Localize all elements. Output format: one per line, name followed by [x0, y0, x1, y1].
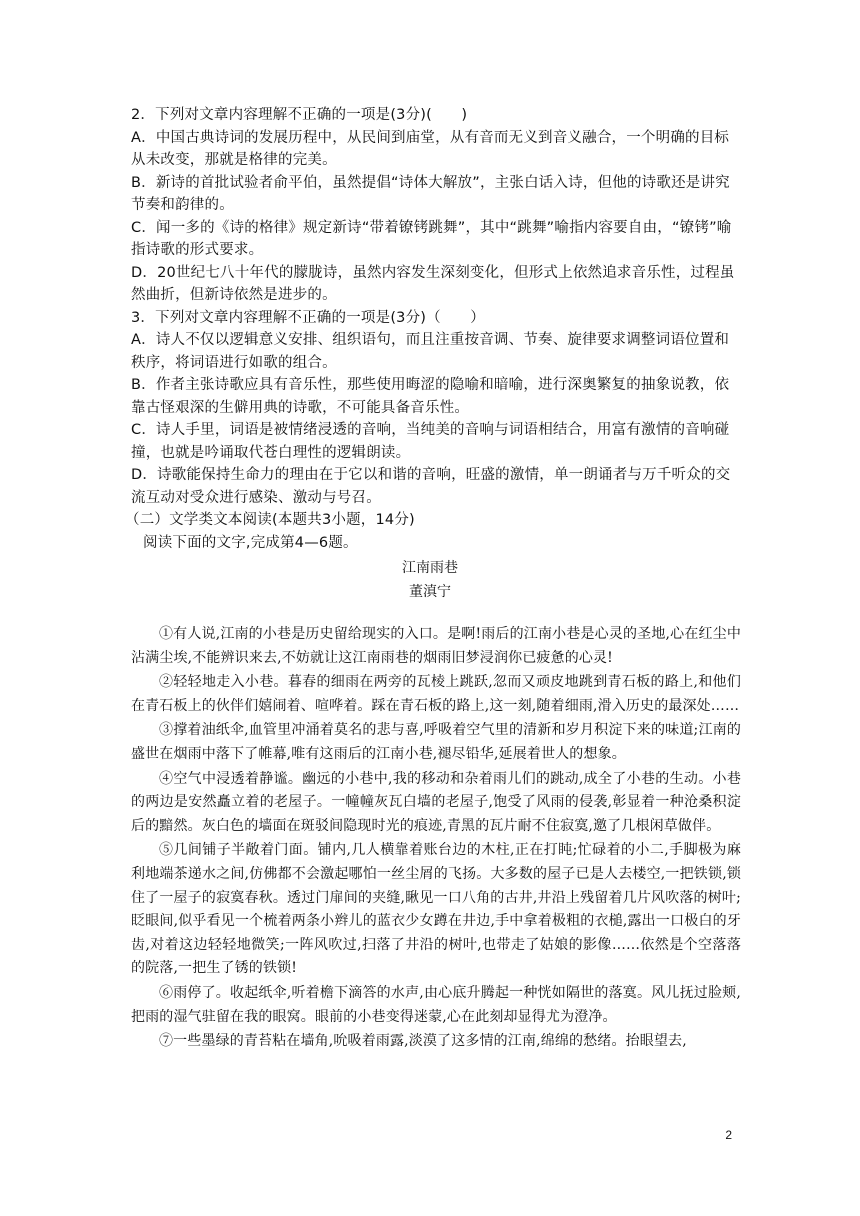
question-2-stem: 2．下列对文章内容理解不正确的一项是(3分)( )	[131, 107, 468, 123]
question-2-option-c: C．闻一多的《诗的格律》规定新诗“带着镣铐跳舞”，其中“跳舞”喻指内容要自由，“镣铐”喻指诗歌的形式要求。	[131, 219, 732, 258]
question-3-option-a: A．诗人不仅以逻辑意义安排、组织语句，而且注重按音调、节奏、旋律要求调整词语位置和秩序，将词语进行如歌的组合。	[131, 332, 730, 371]
question-3-stem: 3．下列对文章内容理解不正确的一项是(3分)（ ）	[131, 309, 485, 326]
question-2-option-d: D．20世纪七八十年代的朦胧诗，虽然内容发生深刻变化，但形式上依然追求音乐性，过程虽然曲折，但新诗依然是进步的。	[131, 264, 735, 303]
question-2-option-a: A．中国古典诗词的发展历程中，从民间到庙堂，从有音而无义到音义融合，一个明确的目标从未改变，那就是格律的完美。	[131, 129, 730, 168]
page-number: 2	[725, 1128, 732, 1142]
question-3-option-b: B．作者主张诗歌应具有音乐性，那些使用晦涩的隐喻和暗喻，进行深奥繁复的抽象说教，依靠古怪艰深的生僻用典的诗歌，不可能具备音乐性。	[131, 377, 730, 416]
question-2-option-b: B．新诗的首批试验者俞平伯，虽然提倡“诗体大解放”，主张白话入诗，但他的诗歌还是讲究节奏和韵律的。	[131, 174, 730, 213]
article-paragraph: ③撑着油纸伞,血管里冲涌着莫名的悲与喜,呼吸着空气里的清新和岁月积淀下来的味道;江南的盛世在烟雨中落下了帷幕,唯有这雨后的江南小巷,褪尽铅华,延展着世人的想象。	[131, 722, 741, 762]
article-paragraph: ④空气中浸透着静谧。幽远的小巷中,我的移动和杂着雨儿们的跳动,成全了小巷的生动。小巷的两边是安然矗立着的老屋子。一幢幢灰瓦白墙的老屋子,饱受了风雨的侵袭,彰显着一种沧桑积淀后的黯然。灰白色的墙面在斑驳间隐现时光的痕迹,青黑的瓦片耐不住寂寞,邀了几根闲草做伴。	[131, 770, 741, 834]
article-paragraph: ①有人说,江南的小巷是历史留给现实的入口。是啊!雨后的江南小巷是心灵的圣地,心在红尘中沾满尘埃,不能辨识来去,不妨就让这江南雨巷的烟雨旧梦浸润你已疲惫的心灵!	[131, 626, 741, 666]
question-3-option-d: D．诗歌能保持生命力的理由在于它以和谐的音响，旺盛的激情，单一朗诵者与万千听众的交流互动对受众进行感染、激动与号召。	[131, 467, 731, 506]
article-title: 江南雨巷	[402, 560, 458, 576]
article-paragraph: ⑥雨停了。收起纸伞,听着檐下滴答的水声,由心底升腾起一种恍如隔世的落寞。风儿抚过脸颊,把雨的湿气驻留在我的眼窝。眼前的小巷变得迷蒙,心在此刻却显得尤为澄净。	[131, 984, 741, 1025]
section-heading: （二）文学类文本阅读(本题共3小题，14分)	[125, 512, 415, 528]
article-body	[131, 623, 741, 1055]
question-3-option-c: C．诗人手里，词语是被情绪浸透的音响，当纯美的音响与词语相结合，用富有激情的音响碰撞，也就是吟诵取代苍白理性的逻辑朗读。	[131, 422, 730, 461]
article-author: 董滇宁	[409, 584, 451, 600]
article-paragraph: ⑦一些墨绿的青苔粘在墙角,吮吸着雨露,淡漠了这多情的江南,绵绵的愁绪。抬眼望去,	[159, 1033, 687, 1050]
question-block	[125, 104, 741, 554]
article-paragraph: ②轻轻地走入小巷。暮春的细雨在两旁的瓦棱上跳跃,忽而又顽皮地跳到青石板的路上,和他们在青石板上的伙伴们嬉闹着、喧哗着。踩在青石板的路上,这一刻,随着细雨,滑入历史的最深处……	[131, 674, 741, 714]
section-intro: 阅读下面的文字,完成第4—6题。	[143, 534, 358, 551]
article-paragraph: ⑤几间铺子半敞着门面。铺内,几人横靠着账台边的木柱,正在打盹;忙碌着的小二,手脚极为麻利地端茶递水之间,仿佛都不会激起哪怕一丝尘屑的飞扬。大多数的屋子已是人去楼空,一把铁锁,锁住了一屋子的寂寞春秋。透过门扉间的夹缝,瞅见一口八角的古井,井沿上残留着几片风吹落的树叶;眨眼间,似乎看见一个梳着两条小辫儿的蓝衣少女蹲在井边,手中拿着极粗的衣槌,露出一口极白的牙齿,对着这边轻轻地微笑;一阵风吹过,扫落了井沿的树叶,也带走了姑娘的影像……依然是个空落落的院落,一把生了锈的铁锁!	[131, 842, 741, 977]
